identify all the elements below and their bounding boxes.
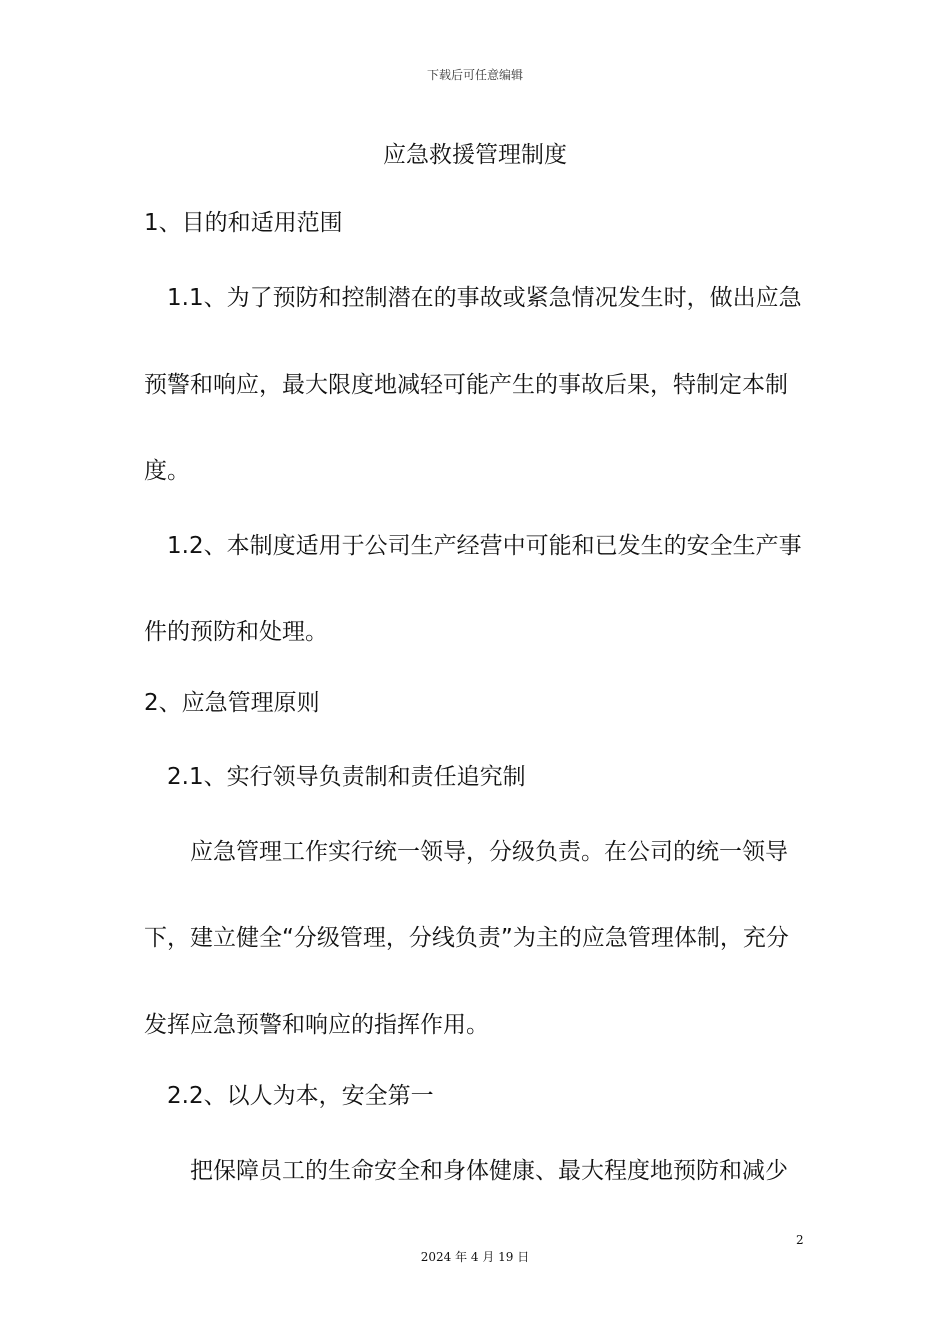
paragraph-line: 发挥应急预警和响应的指挥作用。 xyxy=(144,1012,489,1038)
paragraph-line: 预警和响应，最大限度地减轻可能产生的事故后果，特制定本制 xyxy=(144,372,788,398)
paragraph-line: 件的预防和处理。 xyxy=(144,619,328,645)
paragraph-line: 把保障员工的生命安全和身体健康、最大程度地预防和减少 xyxy=(190,1158,788,1184)
section-heading-1: 1、目的和适用范围 xyxy=(144,210,343,236)
paragraph-line: 下，建立健全“分级管理，分线负责”为主的应急管理体制，充分 xyxy=(144,925,789,951)
subsection-heading: 2.1、实行领导负责制和责任追究制 xyxy=(167,764,526,790)
subsection-heading: 2.2、以人为本，安全第一 xyxy=(167,1083,434,1109)
page-number: 2 xyxy=(796,1233,804,1247)
paragraph-line: 度。 xyxy=(144,458,190,484)
section-heading-2: 2、应急管理原则 xyxy=(144,690,320,716)
document-title: 应急救援管理制度 xyxy=(383,142,567,168)
header-note: 下载后可任意编辑 xyxy=(426,68,523,82)
paragraph-line: 1.1、为了预防和控制潜在的事故或紧急情况发生时，做出应急 xyxy=(167,285,802,311)
paragraph-line: 1.2、本制度适用于公司生产经营中可能和已发生的安全生产事 xyxy=(167,533,802,559)
footer-date: 2024 年 4 月 19 日 xyxy=(420,1250,530,1264)
paragraph-line: 应急管理工作实行统一领导，分级负责。在公司的统一领导 xyxy=(190,839,788,865)
